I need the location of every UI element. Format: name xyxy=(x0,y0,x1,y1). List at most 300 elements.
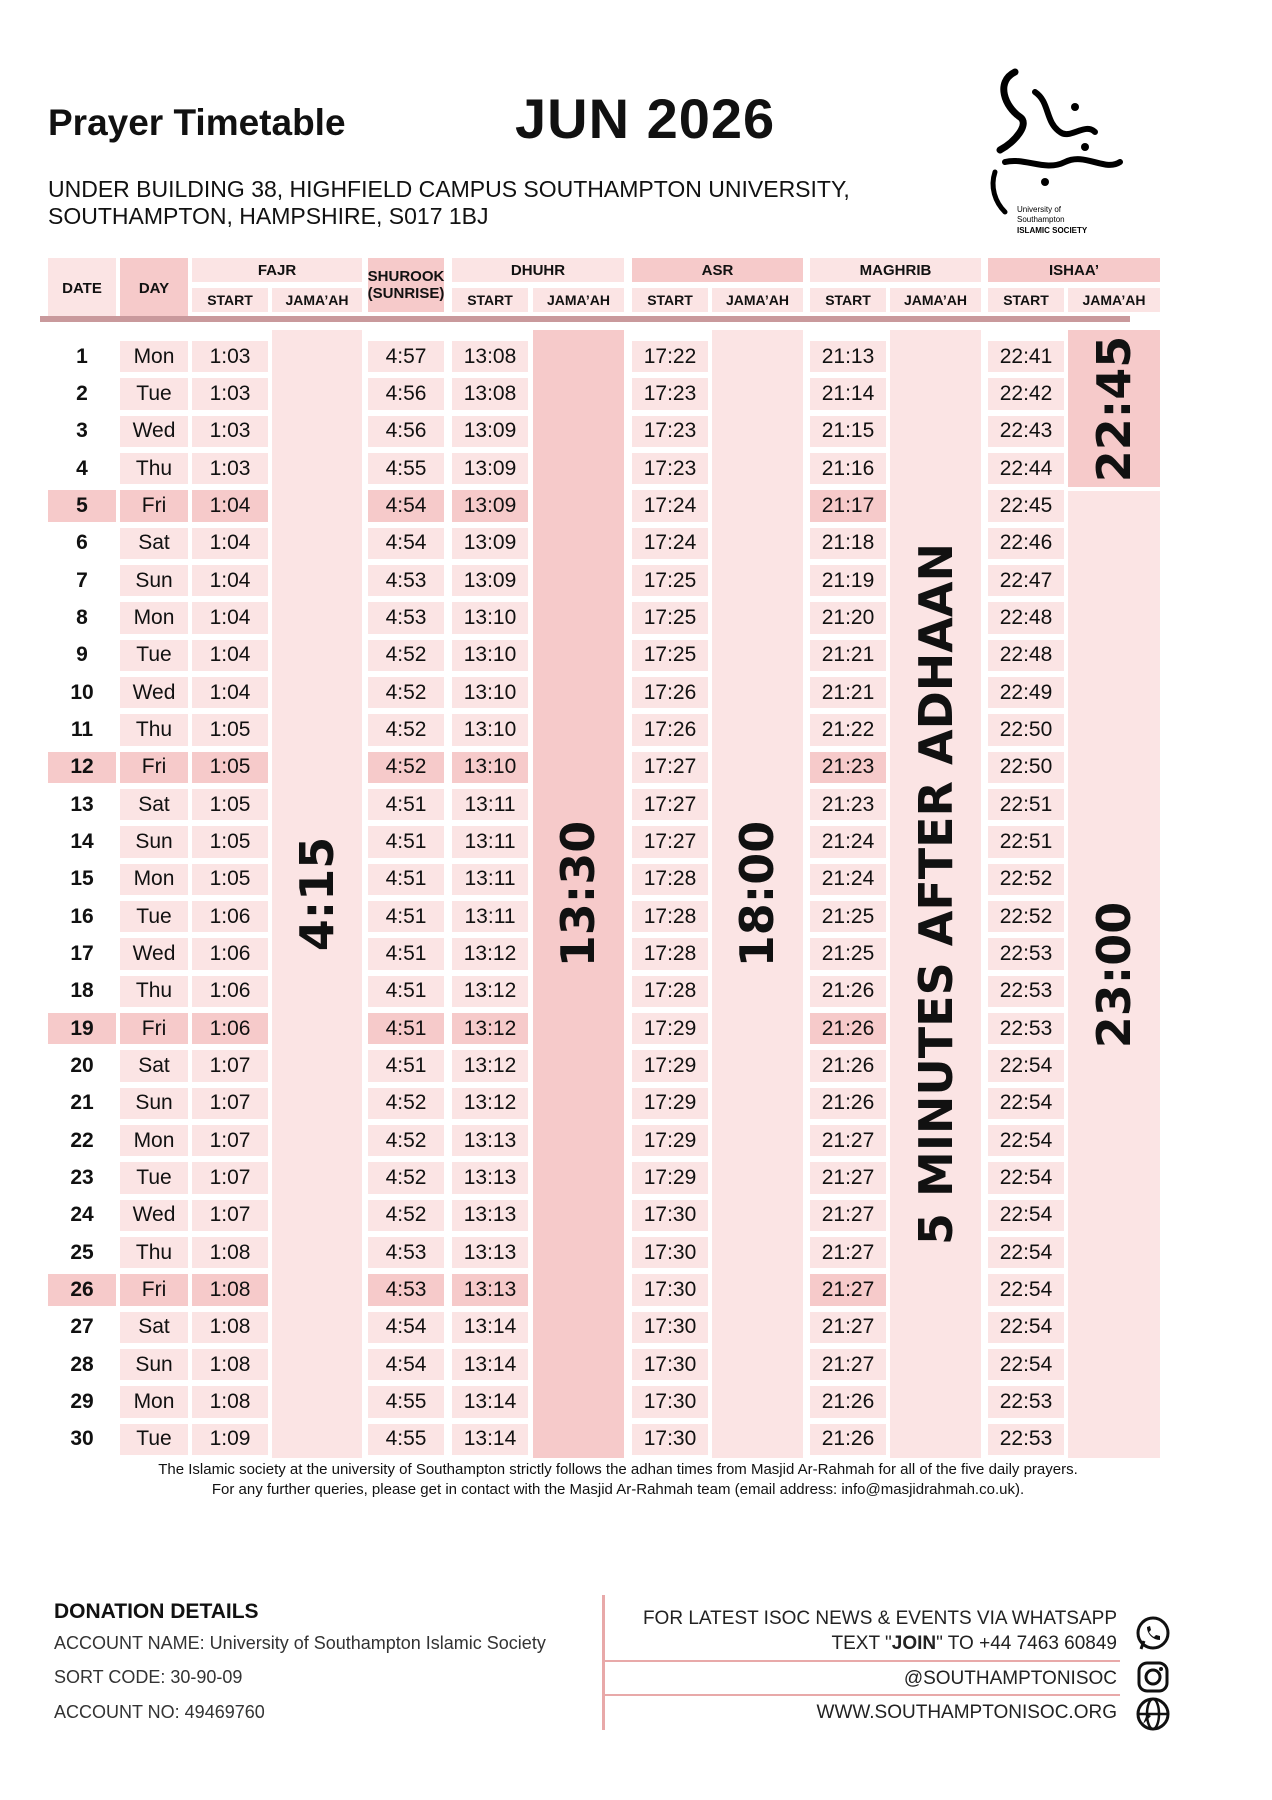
table-row-shurook: 4:52 xyxy=(368,1125,444,1156)
table-row-dhuhr: 13:12 xyxy=(452,1013,528,1044)
table-row-ishaa: 22:43 xyxy=(988,416,1064,447)
address-line-2: SOUTHAMPTON, HAMPSHIRE, S017 1BJ xyxy=(48,203,489,229)
table-row-date: 10 xyxy=(70,680,94,704)
table-row-dhuhr: 13:14 xyxy=(452,1312,528,1343)
table-row-asr: 17:25 xyxy=(632,602,708,633)
table-row-maghrib: 21:17 xyxy=(810,490,886,521)
page-title: Prayer Timetable xyxy=(48,102,346,143)
table-row-fajr: 1:04 xyxy=(192,490,268,521)
table-row-fajr: 1:03 xyxy=(192,453,268,484)
table-row-date: 17 xyxy=(70,941,94,965)
header-maghrib: MAGHRIB xyxy=(810,258,981,282)
table-row-asr: 17:28 xyxy=(632,901,708,932)
table-row-date: 12 xyxy=(48,752,116,783)
table-row-maghrib: 21:24 xyxy=(810,864,886,895)
table-row-dhuhr: 13:12 xyxy=(452,1050,528,1081)
table-row-shurook: 4:51 xyxy=(368,901,444,932)
table-row-dhuhr: 13:11 xyxy=(452,901,528,932)
table-row-fajr: 1:08 xyxy=(192,1349,268,1380)
table-row-shurook: 4:56 xyxy=(368,378,444,409)
table-row-ishaa: 22:42 xyxy=(988,378,1064,409)
table-row-maghrib: 21:27 xyxy=(810,1312,886,1343)
subheader-fajr-start: START xyxy=(192,288,268,312)
table-row-maghrib: 21:23 xyxy=(810,752,886,783)
table-row-ishaa: 22:49 xyxy=(988,677,1064,708)
table-row-day: Wed xyxy=(120,677,188,708)
table-row-dhuhr: 13:10 xyxy=(452,677,528,708)
table-row-fajr: 1:03 xyxy=(192,416,268,447)
table-row-asr: 17:30 xyxy=(632,1349,708,1380)
table-row-date: 9 xyxy=(76,643,88,667)
table-row-date: 5 xyxy=(48,490,116,521)
table-row-dhuhr: 13:10 xyxy=(452,602,528,633)
table-row-shurook: 4:51 xyxy=(368,826,444,857)
note-line-1: The Islamic society at the university of Southampton strictly follows the adhan times from Masjid Ar-Rahmah for all of the five daily prayers. xyxy=(158,1461,1078,1478)
table-row-maghrib: 21:26 xyxy=(810,1013,886,1044)
table-row-fajr: 1:03 xyxy=(192,378,268,409)
table-row-fajr: 1:09 xyxy=(192,1424,268,1455)
table-row-date: 23 xyxy=(70,1165,94,1189)
logo-text-2: Southampton xyxy=(1017,215,1065,224)
table-row-maghrib: 21:25 xyxy=(810,938,886,969)
table-row-fajr: 1:06 xyxy=(192,976,268,1007)
table-row-dhuhr: 13:14 xyxy=(452,1424,528,1455)
table-row-asr: 17:29 xyxy=(632,1013,708,1044)
table-row-fajr: 1:08 xyxy=(192,1274,268,1305)
subheader-maghrib-jamaah: JAMA’AH xyxy=(890,288,981,312)
isoc-logo xyxy=(975,62,1135,242)
table-row-date: 14 xyxy=(70,829,94,853)
table-row-ishaa: 22:53 xyxy=(988,938,1064,969)
table-row-dhuhr: 13:10 xyxy=(452,752,528,783)
table-row-date: 7 xyxy=(76,568,88,592)
table-row-date: 4 xyxy=(76,456,88,480)
table-row-dhuhr: 13:12 xyxy=(452,938,528,969)
header-fajr: FAJR xyxy=(192,258,362,282)
table-row-shurook: 4:52 xyxy=(368,714,444,745)
table-row-date: 2 xyxy=(76,381,88,405)
table-row-asr: 17:29 xyxy=(632,1088,708,1119)
jamaah-fajr-value: 4:15 xyxy=(290,836,345,952)
table-row-ishaa: 22:53 xyxy=(988,1013,1064,1044)
table-row-shurook: 4:52 xyxy=(368,1088,444,1119)
prayer-timetable xyxy=(48,258,1188,1451)
table-row-asr: 17:25 xyxy=(632,640,708,671)
whatsapp-icon xyxy=(1133,1614,1173,1654)
table-row-fajr: 1:06 xyxy=(192,901,268,932)
table-row-maghrib: 21:27 xyxy=(810,1162,886,1193)
jamaah-maghrib xyxy=(890,330,981,1458)
table-row-shurook: 4:51 xyxy=(368,789,444,820)
table-row-date: 11 xyxy=(70,717,94,741)
header-rule xyxy=(40,316,1130,322)
table-row-maghrib: 21:15 xyxy=(810,416,886,447)
header-asr: ASR xyxy=(632,258,803,282)
logo-text-1: University of xyxy=(1017,205,1062,214)
table-row-shurook: 4:54 xyxy=(368,1312,444,1343)
jamaah-maghrib-value: 5 MINUTES AFTER ADHAAN xyxy=(908,542,963,1245)
footer-divider xyxy=(602,1595,605,1730)
table-row-fajr: 1:06 xyxy=(192,1013,268,1044)
table-row-day: Sat xyxy=(120,789,188,820)
table-row-fajr: 1:05 xyxy=(192,826,268,857)
table-row-asr: 17:26 xyxy=(632,714,708,745)
table-row-ishaa: 22:53 xyxy=(988,1386,1064,1417)
table-row-dhuhr: 13:11 xyxy=(452,864,528,895)
table-row-day: Mon xyxy=(120,864,188,895)
table-row-shurook: 4:52 xyxy=(368,640,444,671)
subheader-ishaa-start: START xyxy=(988,288,1064,312)
table-row-day: Thu xyxy=(120,1237,188,1268)
table-row-date: 15 xyxy=(70,867,94,891)
subheader-fajr-jamaah: JAMA’AH xyxy=(272,288,362,312)
table-row-day: Mon xyxy=(120,602,188,633)
table-row-day: Tue xyxy=(120,901,188,932)
table-row-shurook: 4:51 xyxy=(368,976,444,1007)
table-row-dhuhr: 13:12 xyxy=(452,1088,528,1119)
table-row-shurook: 4:53 xyxy=(368,1237,444,1268)
table-row-ishaa: 22:48 xyxy=(988,602,1064,633)
instagram-icon xyxy=(1133,1657,1173,1697)
table-row-maghrib: 21:23 xyxy=(810,789,886,820)
table-row-date: 1 xyxy=(76,344,88,368)
table-row-maghrib: 21:16 xyxy=(810,453,886,484)
table-row-day: Thu xyxy=(120,453,188,484)
table-row-asr: 17:29 xyxy=(632,1162,708,1193)
table-row-shurook: 4:52 xyxy=(368,677,444,708)
table-row-ishaa: 22:53 xyxy=(988,976,1064,1007)
table-row-day: Sun xyxy=(120,1088,188,1119)
table-row-dhuhr: 13:12 xyxy=(452,976,528,1007)
table-row-asr: 17:24 xyxy=(632,528,708,559)
table-row-fajr: 1:04 xyxy=(192,565,268,596)
table-row-dhuhr: 13:13 xyxy=(452,1162,528,1193)
table-row-asr: 17:30 xyxy=(632,1237,708,1268)
table-row-ishaa: 22:54 xyxy=(988,1312,1064,1343)
table-row-shurook: 4:52 xyxy=(368,1200,444,1231)
table-row-fajr: 1:08 xyxy=(192,1312,268,1343)
table-row-ishaa: 22:46 xyxy=(988,528,1064,559)
table-row-asr: 17:23 xyxy=(632,378,708,409)
table-row-asr: 17:24 xyxy=(632,490,708,521)
table-row-day: Sat xyxy=(120,1050,188,1081)
table-row-date: 27 xyxy=(70,1315,94,1339)
subheader-asr-jamaah: JAMA’AH xyxy=(712,288,803,312)
whatsapp-pre: TEXT " xyxy=(831,1633,892,1654)
table-row-date: 20 xyxy=(70,1053,94,1077)
table-row-asr: 17:22 xyxy=(632,341,708,372)
table-row-fajr: 1:05 xyxy=(192,714,268,745)
table-row-dhuhr: 13:10 xyxy=(452,640,528,671)
table-row-fajr: 1:07 xyxy=(192,1050,268,1081)
table-row-fajr: 1:03 xyxy=(192,341,268,372)
table-row-fajr: 1:07 xyxy=(192,1125,268,1156)
table-row-asr: 17:27 xyxy=(632,752,708,783)
address-line-1: UNDER BUILDING 38, HIGHFIELD CAMPUS SOUTHAMPTON UNIVERSITY, xyxy=(48,176,850,202)
table-row-asr: 17:30 xyxy=(632,1312,708,1343)
table-row-ishaa: 22:54 xyxy=(988,1088,1064,1119)
table-row-date: 21 xyxy=(70,1091,94,1115)
donation-account-no: ACCOUNT NO: 49469760 xyxy=(54,1702,265,1722)
table-row-date: 29 xyxy=(70,1389,94,1413)
table-row-asr: 17:26 xyxy=(632,677,708,708)
table-row-shurook: 4:51 xyxy=(368,1013,444,1044)
table-row-dhuhr: 13:08 xyxy=(452,341,528,372)
table-row-fajr: 1:04 xyxy=(192,528,268,559)
table-row-shurook: 4:51 xyxy=(368,864,444,895)
table-row-fajr: 1:07 xyxy=(192,1088,268,1119)
table-row-day: Fri xyxy=(120,1013,188,1044)
table-row-shurook: 4:52 xyxy=(368,752,444,783)
table-row-maghrib: 21:27 xyxy=(810,1349,886,1380)
table-row-fajr: 1:04 xyxy=(192,640,268,671)
globe-icon xyxy=(1133,1694,1173,1734)
table-row-fajr: 1:05 xyxy=(192,752,268,783)
table-row-maghrib: 21:27 xyxy=(810,1200,886,1231)
table-row-shurook: 4:51 xyxy=(368,938,444,969)
table-row-maghrib: 21:18 xyxy=(810,528,886,559)
table-row-day: Sun xyxy=(120,1349,188,1380)
table-row-asr: 17:29 xyxy=(632,1050,708,1081)
table-row-maghrib: 21:25 xyxy=(810,901,886,932)
table-row-shurook: 4:56 xyxy=(368,416,444,447)
table-row-ishaa: 22:54 xyxy=(988,1125,1064,1156)
table-row-fajr: 1:04 xyxy=(192,677,268,708)
jamaah-ishaa-late-value: 23:00 xyxy=(1087,901,1141,1048)
table-row-asr: 17:28 xyxy=(632,864,708,895)
table-row-dhuhr: 13:13 xyxy=(452,1237,528,1268)
table-row-day: Thu xyxy=(120,976,188,1007)
table-row-maghrib: 21:27 xyxy=(810,1237,886,1268)
table-row-asr: 17:23 xyxy=(632,416,708,447)
calligraphy-logo-icon xyxy=(975,62,1135,242)
table-row-maghrib: 21:13 xyxy=(810,341,886,372)
table-row-date: 30 xyxy=(70,1427,94,1451)
jamaah-ishaa-late xyxy=(1068,491,1160,1458)
table-row-dhuhr: 13:09 xyxy=(452,490,528,521)
table-row-day: Sat xyxy=(120,1312,188,1343)
whatsapp-line-1: FOR LATEST ISOC NEWS & EVENTS VIA WHATSAPP xyxy=(642,1608,1117,1629)
table-row-fajr: 1:08 xyxy=(192,1237,268,1268)
table-row-dhuhr: 13:09 xyxy=(452,528,528,559)
table-row-shurook: 4:53 xyxy=(368,565,444,596)
table-row-ishaa: 22:54 xyxy=(988,1162,1064,1193)
table-row-asr: 17:30 xyxy=(632,1386,708,1417)
table-row-date: 28 xyxy=(70,1352,94,1376)
footer-rule-2 xyxy=(605,1694,1120,1696)
table-row-date: 6 xyxy=(76,531,88,555)
table-row-asr: 17:30 xyxy=(632,1274,708,1305)
table-row-asr: 17:28 xyxy=(632,938,708,969)
table-row-day: Fri xyxy=(120,752,188,783)
table-row-asr: 17:28 xyxy=(632,976,708,1007)
table-row-dhuhr: 13:10 xyxy=(452,714,528,745)
table-row-maghrib: 21:21 xyxy=(810,677,886,708)
table-row-asr: 17:23 xyxy=(632,453,708,484)
table-row-shurook: 4:57 xyxy=(368,341,444,372)
jamaah-ishaa-early-value: 22:45 xyxy=(1087,335,1141,482)
table-row-ishaa: 22:45 xyxy=(988,490,1064,521)
instagram-handle[interactable]: @SOUTHAMPTONISOC xyxy=(903,1668,1117,1689)
table-row-day: Sun xyxy=(120,565,188,596)
table-row-date: 8 xyxy=(76,605,88,629)
table-row-dhuhr: 13:09 xyxy=(452,453,528,484)
table-row-day: Tue xyxy=(120,378,188,409)
table-row-dhuhr: 13:11 xyxy=(452,826,528,857)
table-row-dhuhr: 13:13 xyxy=(452,1274,528,1305)
table-row-asr: 17:30 xyxy=(632,1200,708,1231)
table-row-maghrib: 21:14 xyxy=(810,378,886,409)
table-row-date: 24 xyxy=(70,1203,94,1227)
table-row-ishaa: 22:44 xyxy=(988,453,1064,484)
table-row-shurook: 4:53 xyxy=(368,1274,444,1305)
table-row-dhuhr: 13:09 xyxy=(452,565,528,596)
table-row-day: Wed xyxy=(120,938,188,969)
table-row-fajr: 1:06 xyxy=(192,938,268,969)
table-row-maghrib: 21:19 xyxy=(810,565,886,596)
table-row-maghrib: 21:20 xyxy=(810,602,886,633)
jamaah-dhuhr xyxy=(533,330,624,1458)
jamaah-dhuhr-value: 13:30 xyxy=(551,820,606,968)
table-row-maghrib: 21:21 xyxy=(810,640,886,671)
table-row-ishaa: 22:51 xyxy=(988,826,1064,857)
table-row-ishaa: 22:54 xyxy=(988,1237,1064,1268)
donation-sort-code: SORT CODE: 30-90-09 xyxy=(54,1667,243,1687)
notes xyxy=(48,1460,1188,1500)
table-row-asr: 17:29 xyxy=(632,1125,708,1156)
table-row-ishaa: 22:54 xyxy=(988,1200,1064,1231)
table-row-ishaa: 22:41 xyxy=(988,341,1064,372)
subheader-dhuhr-start: START xyxy=(452,288,528,312)
table-row-shurook: 4:55 xyxy=(368,1386,444,1417)
note-line-2: For any further queries, please get in contact with the Masjid Ar-Rahmah team (email address: info@masjidrahmah.co.uk). xyxy=(211,1481,1025,1498)
table-row-dhuhr: 13:13 xyxy=(452,1125,528,1156)
header-shurook xyxy=(368,258,444,312)
table-row-day: Fri xyxy=(120,490,188,521)
table-row-shurook: 4:51 xyxy=(368,1050,444,1081)
table-row-asr: 17:25 xyxy=(632,565,708,596)
subheader-maghrib-start: START xyxy=(810,288,886,312)
table-row-date: 22 xyxy=(70,1128,94,1152)
table-row-date: 25 xyxy=(70,1240,94,1264)
header-day: DAY xyxy=(120,258,188,318)
subheader-ishaa-jamaah: JAMA’AH xyxy=(1068,288,1160,312)
table-row-day: Tue xyxy=(120,640,188,671)
table-row-maghrib: 21:27 xyxy=(810,1274,886,1305)
table-row-ishaa: 22:54 xyxy=(988,1274,1064,1305)
table-row-maghrib: 21:26 xyxy=(810,976,886,1007)
table-row-shurook: 4:54 xyxy=(368,1349,444,1380)
table-row-day: Wed xyxy=(120,416,188,447)
table-row-maghrib: 21:26 xyxy=(810,1050,886,1081)
month-title: JUN 2026 xyxy=(515,87,776,150)
table-row-day: Tue xyxy=(120,1424,188,1455)
table-row-ishaa: 22:52 xyxy=(988,901,1064,932)
table-row-ishaa: 22:52 xyxy=(988,864,1064,895)
table-row-dhuhr: 13:08 xyxy=(452,378,528,409)
table-row-day: Thu xyxy=(120,714,188,745)
table-row-shurook: 4:55 xyxy=(368,453,444,484)
logo-text-3: ISLAMIC SOCIETY xyxy=(1017,226,1088,235)
table-row-dhuhr: 13:14 xyxy=(452,1386,528,1417)
whatsapp-line-2 xyxy=(832,1633,1118,1655)
header-shurook-label: SHUROOK xyxy=(367,268,445,285)
table-row-fajr: 1:07 xyxy=(192,1200,268,1231)
table-row-dhuhr: 13:09 xyxy=(452,416,528,447)
table-row-shurook: 4:55 xyxy=(368,1424,444,1455)
table-row-fajr: 1:08 xyxy=(192,1386,268,1417)
table-row-ishaa: 22:53 xyxy=(988,1424,1064,1455)
table-row-ishaa: 22:48 xyxy=(988,640,1064,671)
table-row-day: Mon xyxy=(120,1386,188,1417)
table-row-fajr: 1:05 xyxy=(192,864,268,895)
table-row-day: Wed xyxy=(120,1200,188,1231)
table-row-asr: 17:27 xyxy=(632,789,708,820)
table-row-maghrib: 21:26 xyxy=(810,1424,886,1455)
whatsapp-join: JOIN xyxy=(891,1633,937,1654)
table-row-maghrib: 21:22 xyxy=(810,714,886,745)
table-row-date: 19 xyxy=(48,1013,116,1044)
table-row-ishaa: 22:54 xyxy=(988,1349,1064,1380)
table-row-fajr: 1:05 xyxy=(192,789,268,820)
table-row-date: 13 xyxy=(70,792,94,816)
table-row-date: 3 xyxy=(76,419,88,443)
table-row-dhuhr: 13:14 xyxy=(452,1349,528,1380)
table-row-fajr: 1:04 xyxy=(192,602,268,633)
table-row-asr: 17:27 xyxy=(632,826,708,857)
jamaah-fajr xyxy=(272,330,362,1458)
table-row-date: 18 xyxy=(70,979,94,1003)
jamaah-asr-value: 18:00 xyxy=(730,820,785,968)
table-row-ishaa: 22:47 xyxy=(988,565,1064,596)
table-row-day: Tue xyxy=(120,1162,188,1193)
table-row-fajr: 1:07 xyxy=(192,1162,268,1193)
table-row-day: Mon xyxy=(120,341,188,372)
subheader-dhuhr-jamaah: JAMA’AH xyxy=(533,288,624,312)
table-row-shurook: 4:54 xyxy=(368,490,444,521)
subheader-asr-start: START xyxy=(632,288,708,312)
table-row-ishaa: 22:54 xyxy=(988,1050,1064,1081)
table-row-maghrib: 21:26 xyxy=(810,1386,886,1417)
table-row-ishaa: 22:50 xyxy=(988,752,1064,783)
table-row-maghrib: 21:26 xyxy=(810,1088,886,1119)
table-row-shurook: 4:54 xyxy=(368,528,444,559)
table-row-maghrib: 21:27 xyxy=(810,1125,886,1156)
header-date: DATE xyxy=(48,258,116,318)
jamaah-ishaa-early xyxy=(1068,330,1160,487)
website-link[interactable]: WWW.SOUTHAMPTONISOC.ORG xyxy=(816,1702,1117,1723)
table-row-day: Mon xyxy=(120,1125,188,1156)
header-ishaa: ISHAA’ xyxy=(988,258,1160,282)
table-row-ishaa: 22:51 xyxy=(988,789,1064,820)
table-row-asr: 17:30 xyxy=(632,1424,708,1455)
table-row-day: Fri xyxy=(120,1274,188,1305)
table-row-ishaa: 22:50 xyxy=(988,714,1064,745)
table-row-shurook: 4:52 xyxy=(368,1162,444,1193)
table-row-day: Sun xyxy=(120,826,188,857)
table-row-day: Sat xyxy=(120,528,188,559)
footer-rule-1 xyxy=(605,1660,1120,1662)
table-row-dhuhr: 13:11 xyxy=(452,789,528,820)
donation-title: DONATION DETAILS xyxy=(54,1600,259,1623)
jamaah-asr xyxy=(712,330,803,1458)
table-row-date: 26 xyxy=(48,1274,116,1305)
table-row-dhuhr: 13:13 xyxy=(452,1200,528,1231)
donation-account-name: ACCOUNT NAME: University of Southampton Islamic Society xyxy=(54,1633,546,1653)
table-row-shurook: 4:53 xyxy=(368,602,444,633)
header-dhuhr: DHUHR xyxy=(452,258,624,282)
table-row-date: 16 xyxy=(70,904,94,928)
